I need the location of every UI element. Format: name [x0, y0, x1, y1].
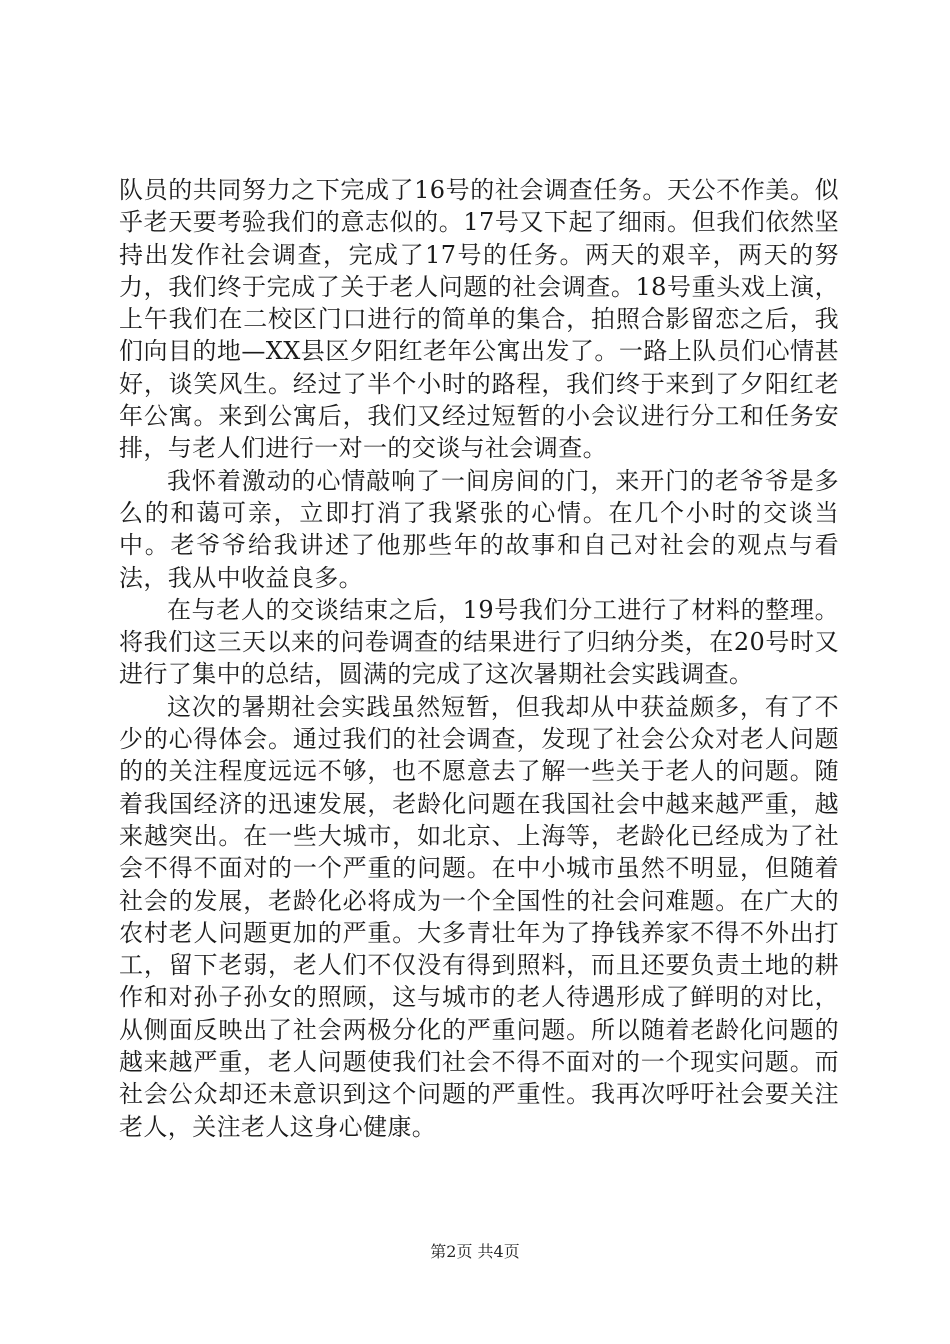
- paragraph-visit: 我怀着激动的心情敲响了一间房间的门，来开门的老爷爷是多么的和蔼可亲，立即打消了我紧张的心情。在几个小时的交谈当中。老爷爷给我讲述了他那些年的故事和自己对社会的观点与看法，我从中收益良多。: [119, 466, 839, 592]
- paragraph-summary: 在与老人的交谈结束之后，19号我们分工进行了材料的整理。将我们这三天以来的问卷调查的结果进行了归纳分类，在20号时又进行了集中的总结，圆满的完成了这次暑期社会实践调查。: [119, 595, 839, 689]
- page-number-footer: 第2页 共4页: [430, 1242, 520, 1261]
- paragraph-continuation: 队员的共同努力之下完成了16号的社会调查任务。天公不作美。似乎老天要考验我们的意志似的。17号又下起了细雨。但我们依然坚持出发作社会调查，完成了17号的任务。两天的艰辛，两天的努力，我们终于完成了关于老人问题的社会调查。18号重头戏上演，上午我们在二校区门口进行的简单的集合，拍照合影留恋之后，我们向目的地—XX县区夕阳红老年公寓出发了。一路上队员们心情甚好，谈笑风生。经过了半个小时的路程，我们终于来到了夕阳红老年公寓。来到公寓后，我们又经过短暂的小会议进行分工和任务安排，与老人们进行一对一的交谈与社会调查。: [119, 176, 839, 463]
- paragraph-reflection: 这次的暑期社会实践虽然短暂，但我却从中获益颇多，有了不少的心得体会。通过我们的社会调查，发现了社会公众对老人问题的的关注程度远远不够，也不愿意去了解一些关于老人的问题。随着我国经济的迅速发展，老龄化问题在我国社会中越来越严重，越来越突出。在一些大城市，如北京、上海等，老龄化已经成为了社会不得不面对的一个严重的问题。在中小城市虽然不明显，但随着社会的发展，老龄化必将成为一个全国性的社会问难题。在广大的农村老人问题更加的严重。大多青壮年为了挣钱养家不得不外出打工，留下老弱，老人们不仅没有得到照料，而且还要负责土地的耕作和对孙子孙女的照顾，这与城市的老人待遇形成了鲜明的对比，从侧面反映出了社会两极分化的严重问题。所以随着老龄化问题的越来越严重，老人问题使我们社会不得不面对的一个现实问题。而社会公众却还未意识到这个问题的严重性。我再次呼吁社会要关注老人，关注老人这身心健康。: [119, 692, 839, 1141]
- document-body: [119, 174, 839, 1143]
